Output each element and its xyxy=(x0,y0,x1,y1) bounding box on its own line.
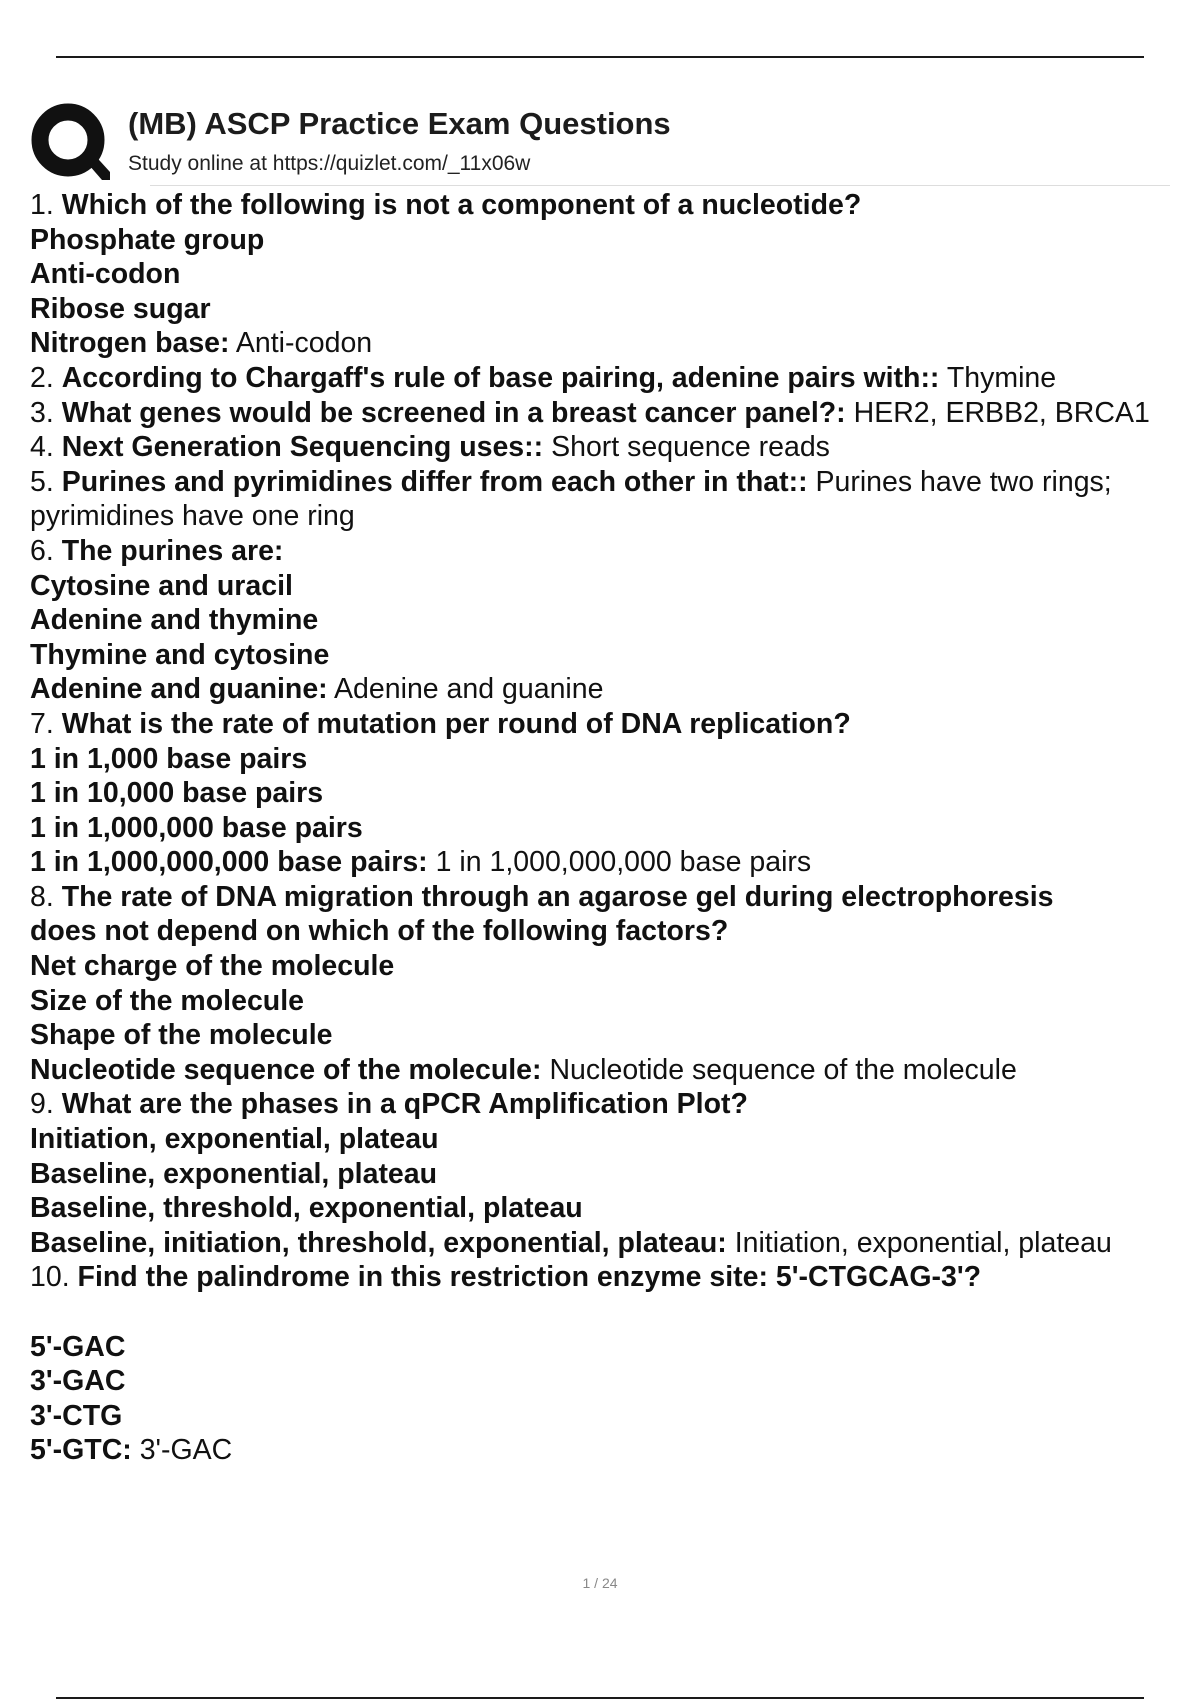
question-2: 2. According to Chargaff's rule of base pairing, adenine pairs with:: Thymine xyxy=(30,361,1057,394)
page-number: 1 / 24 xyxy=(582,1575,618,1591)
answer-line: Baseline, initiation, threshold, exponential, plateau: Initiation, exponential, plateau xyxy=(30,1226,1112,1259)
study-online-link-text: Study online at https://quizlet.com/_11x06w xyxy=(128,152,531,175)
question-3: 3. What genes would be screened in a breast cancer panel?: HER2, ERBB2, BRCA1 xyxy=(30,396,1150,429)
bottom-rule xyxy=(56,1697,1144,1699)
option: 5'-GAC xyxy=(30,1330,126,1363)
answer-line: Nitrogen base: Anti-codon xyxy=(30,327,373,360)
answer-line: Adenine and guanine: Adenine and guanine xyxy=(30,673,604,706)
question-1: 1. Which of the following is not a component of a nucleotide? xyxy=(30,189,862,221)
option: 1 in 1,000,000 base pairs xyxy=(30,811,363,844)
question-9: 9. What are the phases in a qPCR Amplification Plot? xyxy=(30,1088,748,1121)
option: Thymine and cytosine xyxy=(30,638,330,671)
option: Cytosine and uracil xyxy=(30,569,293,602)
question-7: 7. What is the rate of mutation per round of DNA replication? xyxy=(30,707,851,740)
question-4: 4. Next Generation Sequencing uses:: Short sequence reads xyxy=(30,431,830,464)
top-rule xyxy=(56,56,1144,58)
option: Size of the molecule xyxy=(30,984,304,1017)
questions-list xyxy=(30,188,1170,1468)
question-8: 8. The rate of DNA migration through an agarose gel during electrophoresis xyxy=(30,880,1054,913)
answer-line: 1 in 1,000,000,000 base pairs: 1 in 1,000,000,000 base pairs xyxy=(30,846,812,879)
option: Baseline, threshold, exponential, plateau xyxy=(30,1192,583,1225)
header-divider xyxy=(150,185,1170,186)
option: Ribose sugar xyxy=(30,292,211,325)
option: Net charge of the molecule xyxy=(30,950,395,983)
option: 3'-GAC xyxy=(30,1365,126,1398)
question-5: 5. Purines and pyrimidines differ from each other in that:: Purines have two rings; pyrimidines have one ring xyxy=(30,465,1112,533)
question-10: 10. Find the palindrome in this restriction enzyme site: 5'-CTGCAG-3'? xyxy=(30,1261,982,1294)
option: 3'-CTG xyxy=(30,1399,123,1432)
option: 1 in 10,000 base pairs xyxy=(30,777,324,810)
blank-line xyxy=(30,1295,1170,1330)
option: Shape of the molecule xyxy=(30,1019,333,1052)
option: Phosphate group xyxy=(30,223,265,256)
answer-line: 5'-GTC: 3'-GAC xyxy=(30,1434,233,1467)
option: Baseline, exponential, plateau xyxy=(30,1157,438,1190)
question-6: 6. The purines are: xyxy=(30,534,284,567)
option: Adenine and thymine xyxy=(30,604,319,637)
answer-line: Nucleotide sequence of the molecule: Nucleotide sequence of the molecule xyxy=(30,1053,1017,1086)
page-title: (MB) ASCP Practice Exam Questions xyxy=(128,106,671,141)
document-header xyxy=(30,100,1170,186)
option: 1 in 1,000 base pairs xyxy=(30,742,308,775)
question-8-continuation: does not depend on which of the following factors? xyxy=(30,915,729,948)
quizlet-q-logo-icon xyxy=(30,102,110,182)
option: Anti-codon xyxy=(30,258,181,291)
option: Initiation, exponential, plateau xyxy=(30,1123,439,1156)
